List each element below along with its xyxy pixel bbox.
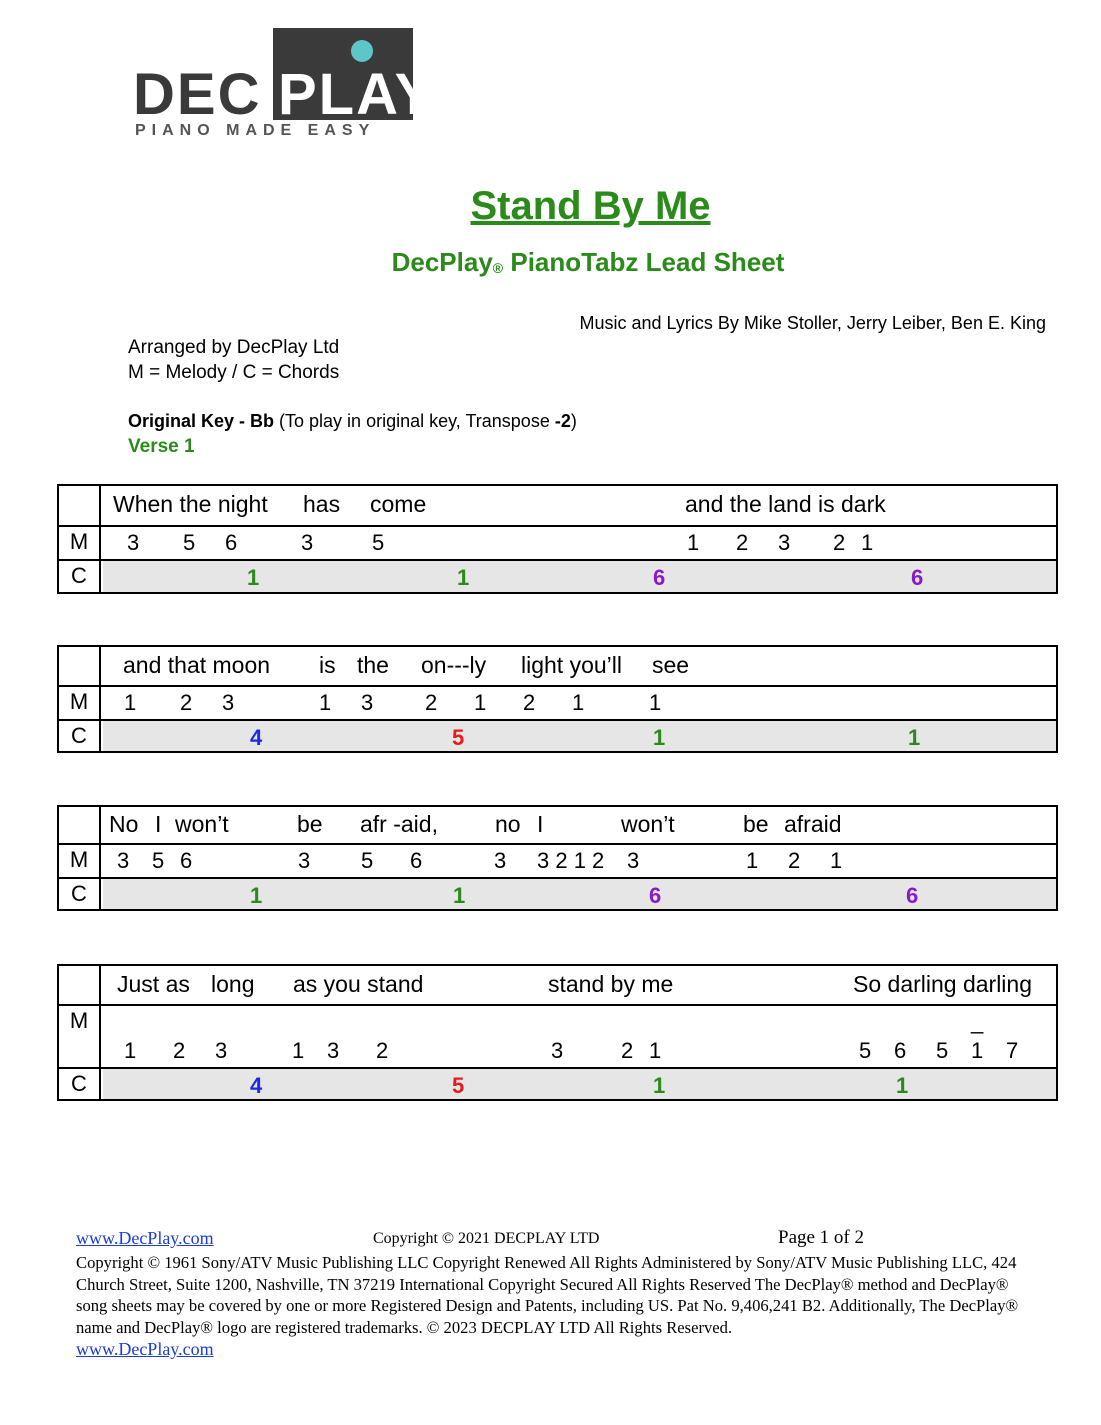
lyric: When the night [113, 491, 268, 517]
chord-number: 5 [452, 1073, 465, 1098]
melody-note: 3 [627, 848, 640, 873]
melody-note: 1 [971, 1038, 984, 1063]
footer-site-link[interactable]: www.DecPlay.com [76, 1228, 214, 1248]
chords-label: C [59, 561, 101, 592]
footer-copyright: Copyright © 2021 DECPLAY LTD [373, 1230, 600, 1247]
lyric: So darling darling [853, 971, 1033, 997]
melody-note: 6 [225, 530, 238, 555]
lyric: stand by me [548, 971, 674, 997]
chord-number: 1 [653, 1073, 666, 1098]
melody-note: 2 [523, 690, 536, 715]
melody-note: 3 [361, 690, 374, 715]
melody-note: 1 [292, 1038, 305, 1063]
lyric: afraid [784, 811, 842, 837]
chords-label: C [59, 879, 101, 909]
chord-number: 6 [911, 565, 924, 590]
melody-note: 1 [572, 690, 585, 715]
chord-number: 6 [649, 883, 662, 908]
chord-number: 1 [247, 565, 260, 590]
lyrics-row [59, 486, 1056, 525]
lyric: the [357, 652, 389, 678]
melody-note: 6 [894, 1038, 907, 1063]
page-number: Page 1 of 2 [778, 1227, 865, 1248]
melody-note: 5 [361, 848, 374, 873]
lyrics-label [59, 807, 101, 843]
footer-legal: Copyright © 1961 Sony/ATV Music Publishing LLC Copyright Renewed All Rights Administered by Sony/ATV Music Publishing LLC, 424 Church Street, Suite 1200, Nashville, TN 37219 International Copyright Secured All Rights Reserved The DecPlay® method and DecPlay® song sheets may be covered by one or more Registered Design and Patents, including US. Pat No. 9,406,241 B2. Additionally, The DecPlay® name and DecPlay® logo are registered trademarks. © 2023 DECPLAY LTD All Rights Reserved. [76, 1253, 1019, 1338]
chord-number: 1 [250, 883, 263, 908]
lyric: has [303, 491, 341, 517]
tab-table-1 [57, 484, 1058, 594]
lyric: long [211, 971, 255, 997]
melody-note: 1 [746, 848, 759, 873]
melody-row [59, 685, 1056, 719]
chords-label: C [59, 1069, 101, 1099]
lyric: no [495, 811, 521, 837]
melody-note: 2 [173, 1038, 186, 1063]
chord-number: 1 [453, 883, 466, 908]
song-title: Stand By Me [470, 184, 711, 228]
lyric: on---ly [421, 652, 487, 678]
lyric: light you’ll [521, 652, 622, 678]
melody-label: M [59, 1006, 101, 1067]
chords-row [59, 877, 1056, 909]
lyric: be [297, 811, 323, 837]
melody-note: 6 [410, 848, 423, 873]
chords-label: C [59, 721, 101, 751]
tab-table-4 [57, 964, 1058, 1101]
melody-row [59, 843, 1056, 877]
melody-note: 1 [687, 530, 700, 555]
logo-play-text: PLAY [278, 62, 436, 127]
melody-note: 1 [861, 530, 874, 555]
melody-note: 1 [649, 1038, 662, 1063]
melody-note: 1 [649, 690, 662, 715]
logo-dec-text: DEC [133, 62, 262, 127]
melody-row [59, 1004, 1056, 1067]
melody-note: 3 [127, 530, 140, 555]
lyric: No [109, 811, 139, 837]
chord-number: 1 [896, 1073, 909, 1098]
lyric: afr -aid, [360, 811, 438, 837]
lyric: I [155, 811, 162, 837]
melody-note: 3 [327, 1038, 340, 1063]
chord-number: 6 [906, 883, 919, 908]
lyric: and that moon [123, 652, 271, 678]
melody-note: 2 [376, 1038, 389, 1063]
original-key: Original Key - Bb (To play in original key, Transpose -2) [128, 411, 577, 431]
chord-number: 5 [452, 725, 465, 750]
lyric: and the land is dark [685, 491, 886, 517]
chords-row [59, 559, 1056, 592]
melody-note: 3 [117, 848, 130, 873]
chord-number: 1 [457, 565, 470, 590]
melody-note: 2 [833, 530, 846, 555]
lyric: I [537, 811, 544, 837]
lyrics-row [59, 807, 1056, 843]
melody-note: 3 [215, 1038, 228, 1063]
melody-note: 1 [124, 1038, 137, 1063]
melody-note: 2 [621, 1038, 634, 1063]
melody-note: 3 [551, 1038, 564, 1063]
lyric: won’t [621, 811, 675, 837]
melody-note: 5 [859, 1038, 872, 1063]
melody-note: 5 [372, 530, 385, 555]
melody-note: 3 [778, 530, 791, 555]
chord-number: 4 [250, 1073, 263, 1098]
melody-note: 2 [788, 848, 801, 873]
chord-number: 1 [653, 725, 666, 750]
melody-note: 3 [301, 530, 314, 555]
lyrics-label [59, 966, 101, 1004]
lyrics-label [59, 486, 101, 525]
lyric: as you stand [293, 971, 424, 997]
melody-note: 6 [180, 848, 193, 873]
melody-note: 1 [830, 848, 843, 873]
sheet-subtitle: DecPlay® PianoTabz Lead Sheet [391, 247, 785, 277]
lyrics-row [59, 647, 1056, 685]
lyric: come [370, 491, 427, 517]
tab-table-3 [57, 805, 1058, 911]
melody-note: 5 [152, 848, 165, 873]
melody-note: 7 [1006, 1038, 1019, 1063]
melody-note: 5 [936, 1038, 949, 1063]
lyric: be [743, 811, 769, 837]
melody-note: 1 [319, 690, 332, 715]
melody-note: 1 [474, 690, 487, 715]
melody-note: 3 [298, 848, 311, 873]
melody-note: 2 [180, 690, 193, 715]
chord-number: 4 [250, 725, 263, 750]
arranged-by: Arranged by DecPlay Ltd [128, 337, 340, 358]
lyric: Just as [117, 971, 190, 997]
footer-site-link-2[interactable]: www.DecPlay.com [76, 1339, 214, 1359]
melody-note: 3 2 1 2 [537, 848, 605, 873]
lyrics-label [59, 647, 101, 685]
row-legend: M = Melody / C = Chords [128, 362, 340, 383]
melody-label: M [59, 527, 101, 559]
melody-note: 5 [183, 530, 196, 555]
melody-note: 2 [736, 530, 749, 555]
chords-row [59, 1067, 1056, 1099]
song-credits: Music and Lyrics By Mike Stoller, Jerry Leiber, Ben E. King [579, 313, 1046, 333]
logo-tagline: PIANO MADE EASY [135, 122, 376, 139]
melody-note: 1 [124, 690, 137, 715]
melody-note: 3 [222, 690, 235, 715]
melody-note: 3 [494, 848, 507, 873]
chord-number: 1 [908, 725, 921, 750]
logo-dot-icon [351, 40, 373, 62]
melody-row [59, 525, 1056, 559]
melody-label: M [59, 687, 101, 719]
tab-table-2 [57, 645, 1058, 753]
melody-note: 2 [425, 690, 438, 715]
lyrics-row [59, 966, 1056, 1004]
chord-number: 6 [653, 565, 666, 590]
melody-label: M [59, 845, 101, 877]
high-octave-mark: _ [971, 1009, 984, 1034]
lyric: won’t [175, 811, 229, 837]
section-heading: Verse 1 [128, 436, 195, 457]
lyric: is [319, 652, 336, 678]
lyric: see [652, 652, 690, 678]
chords-row [59, 719, 1056, 751]
